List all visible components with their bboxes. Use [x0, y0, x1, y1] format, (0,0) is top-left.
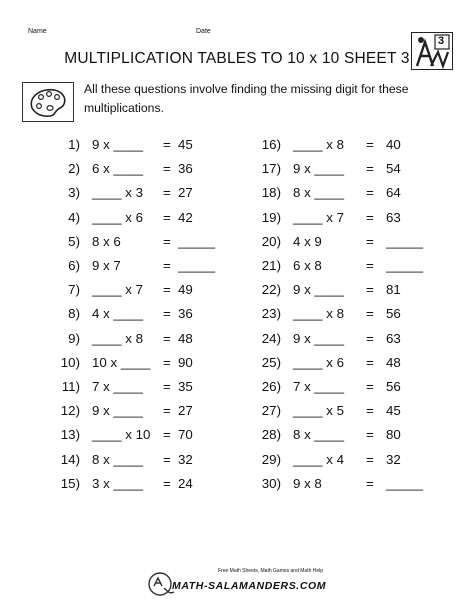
- equals-sign: =: [366, 403, 374, 419]
- question-answer: 80: [386, 427, 401, 443]
- question-number: 3): [68, 185, 80, 201]
- question-number: 16): [261, 137, 281, 152]
- equals-sign: =: [163, 427, 171, 443]
- question-answer: 35: [178, 379, 193, 394]
- equals-sign: =: [163, 475, 171, 491]
- question-row: [0, 234, 474, 256]
- question-number: 19): [261, 209, 281, 225]
- question-row: [0, 282, 474, 304]
- question-answer: 63: [386, 209, 401, 225]
- question-expression: 4 x 9: [293, 233, 322, 249]
- question-number: 26): [261, 379, 281, 394]
- question-expression: ____ x 8: [293, 137, 345, 152]
- question-number: 30): [261, 475, 281, 491]
- question-number: 6): [68, 258, 80, 273]
- question-expression: 8 x 6: [92, 233, 121, 249]
- question-expression: ____ x 3: [92, 185, 144, 201]
- question-row: [0, 427, 474, 449]
- question-expression: 9 x ____: [293, 161, 345, 177]
- equals-sign: =: [366, 475, 374, 491]
- equals-sign: =: [163, 282, 171, 298]
- question-row: [0, 355, 474, 377]
- equals-sign: =: [163, 209, 171, 225]
- question-answer: 40: [386, 137, 401, 152]
- question-answer: 27: [178, 403, 193, 419]
- question-expression: 9 x 7: [92, 258, 121, 273]
- question-expression: 8 x ____: [293, 185, 345, 201]
- question-row: [0, 210, 474, 232]
- question-expression: ____ x 5: [293, 403, 345, 419]
- sheet-number: 3: [438, 35, 445, 47]
- question-answer: 42: [178, 209, 193, 225]
- question-number: 21): [261, 258, 281, 273]
- question-answer: 56: [386, 306, 401, 322]
- question-expression: ____ x 4: [293, 451, 345, 467]
- question-expression: 7 x ____: [92, 379, 144, 394]
- question-number: 8): [68, 306, 80, 322]
- question-number: 14): [60, 451, 80, 467]
- question-answer: 48: [178, 330, 193, 346]
- question-answer: 70: [178, 427, 193, 443]
- question-row: [0, 452, 474, 474]
- question-number: 11): [61, 379, 80, 394]
- question-answer: 63: [386, 330, 401, 346]
- equals-sign: =: [366, 427, 374, 443]
- question-number: 9): [68, 330, 80, 346]
- question-answer: 48: [386, 354, 401, 370]
- equals-sign: =: [163, 379, 171, 394]
- question-row: [0, 476, 474, 498]
- question-number: 4): [68, 209, 80, 225]
- instructions: All these questions involve finding the missing digit for these multiplications.: [84, 82, 409, 115]
- question-expression: ____ x 7: [92, 282, 144, 298]
- equals-sign: =: [366, 330, 374, 346]
- name-label: Name: [28, 28, 47, 35]
- question-expression: ____ x 6: [293, 354, 345, 370]
- question-answer: 32: [386, 451, 401, 467]
- equals-sign: =: [366, 137, 374, 152]
- question-expression: ____ x 8: [293, 306, 345, 322]
- question-row: [0, 379, 474, 401]
- question-row: [0, 161, 474, 183]
- question-answer: _____: [386, 233, 423, 249]
- question-expression: 10 x ____: [92, 354, 151, 370]
- question-answer: 27: [178, 185, 193, 201]
- question-number: 2): [68, 161, 80, 177]
- question-number: 10): [60, 354, 80, 370]
- question-row: [0, 258, 474, 280]
- equals-sign: =: [163, 330, 171, 346]
- question-number: 20): [261, 233, 281, 249]
- equals-sign: =: [366, 209, 374, 225]
- question-answer: 45: [178, 137, 193, 152]
- footer-tagline: Free Math Sheets, Math Games and Math Help: [218, 568, 324, 574]
- question-expression: ____ x 10: [92, 427, 151, 443]
- equals-sign: =: [163, 185, 171, 201]
- question-answer: _____: [178, 258, 215, 273]
- equals-sign: =: [366, 354, 374, 370]
- question-row: [0, 137, 474, 159]
- question-number: 28): [261, 427, 281, 443]
- question-expression: ____ x 8: [92, 330, 144, 346]
- question-answer: 90: [178, 354, 193, 370]
- question-answer: _____: [178, 233, 215, 249]
- equals-sign: =: [163, 306, 171, 322]
- question-answer: 64: [386, 185, 401, 201]
- question-expression: ____ x 7: [293, 209, 345, 225]
- question-expression: 8 x ____: [293, 427, 345, 443]
- question-answer: _____: [386, 475, 423, 491]
- equals-sign: =: [366, 161, 374, 177]
- question-expression: 6 x ____: [92, 161, 144, 177]
- question-answer: _____: [386, 258, 423, 273]
- question-expression: 6 x 8: [293, 258, 322, 273]
- equals-sign: =: [366, 379, 374, 394]
- question-answer: 49: [178, 282, 193, 298]
- equals-sign: =: [366, 306, 374, 322]
- equals-sign: =: [163, 161, 171, 177]
- equals-sign: =: [366, 185, 374, 201]
- date-label: Date: [196, 28, 211, 35]
- question-number: 18): [261, 185, 281, 201]
- question-expression: ____ x 6: [92, 209, 144, 225]
- equals-sign: =: [366, 282, 374, 298]
- salamander-logo-icon: [411, 32, 453, 70]
- question-expression: 9 x ____: [92, 403, 144, 419]
- question-number: 17): [261, 161, 281, 177]
- question-number: 13): [60, 427, 80, 443]
- equals-sign: =: [366, 233, 374, 249]
- question-expression: 9 x ____: [293, 330, 345, 346]
- equals-sign: =: [163, 137, 171, 152]
- footer-brand: MATH-SALAMANDERS.COM: [172, 580, 327, 592]
- question-number: 27): [261, 403, 281, 419]
- question-answer: 36: [178, 306, 193, 322]
- equals-sign: =: [163, 403, 171, 419]
- question-row: [0, 306, 474, 328]
- question-answer: 36: [178, 161, 193, 177]
- equals-sign: =: [163, 233, 171, 249]
- equals-sign: =: [366, 258, 374, 273]
- question-row: [0, 331, 474, 353]
- question-answer: 45: [386, 403, 401, 419]
- question-number: 25): [261, 354, 281, 370]
- question-answer: 56: [386, 379, 401, 394]
- question-expression: 9 x ____: [92, 137, 144, 152]
- page-title: MULTIPLICATION TABLES TO 10 x 10 SHEET 3: [64, 50, 410, 67]
- question-answer: 81: [386, 282, 401, 298]
- question-expression: 4 x ____: [92, 306, 144, 322]
- question-number: 7): [68, 282, 80, 298]
- question-row: [0, 403, 474, 425]
- question-number: 29): [261, 451, 281, 467]
- question-expression: 8 x ____: [92, 451, 144, 467]
- equals-sign: =: [163, 451, 171, 467]
- question-number: 1): [68, 137, 80, 152]
- question-expression: 7 x ____: [293, 379, 345, 394]
- question-expression: 9 x ____: [293, 282, 345, 298]
- question-row: [0, 185, 474, 207]
- question-expression: 3 x ____: [92, 475, 144, 491]
- question-answer: 24: [178, 475, 193, 491]
- equals-sign: =: [163, 354, 171, 370]
- equals-sign: =: [366, 451, 374, 467]
- equals-sign: =: [163, 258, 171, 273]
- question-number: 12): [60, 403, 80, 419]
- question-answer: 54: [386, 161, 401, 177]
- question-answer: 32: [178, 451, 193, 467]
- question-expression: 9 x 8: [293, 475, 322, 491]
- question-number: 15): [60, 475, 80, 491]
- art-palette-icon: [22, 82, 74, 122]
- question-number: 23): [261, 306, 281, 322]
- question-number: 22): [261, 282, 281, 298]
- question-number: 24): [261, 330, 281, 346]
- question-number: 5): [68, 233, 80, 249]
